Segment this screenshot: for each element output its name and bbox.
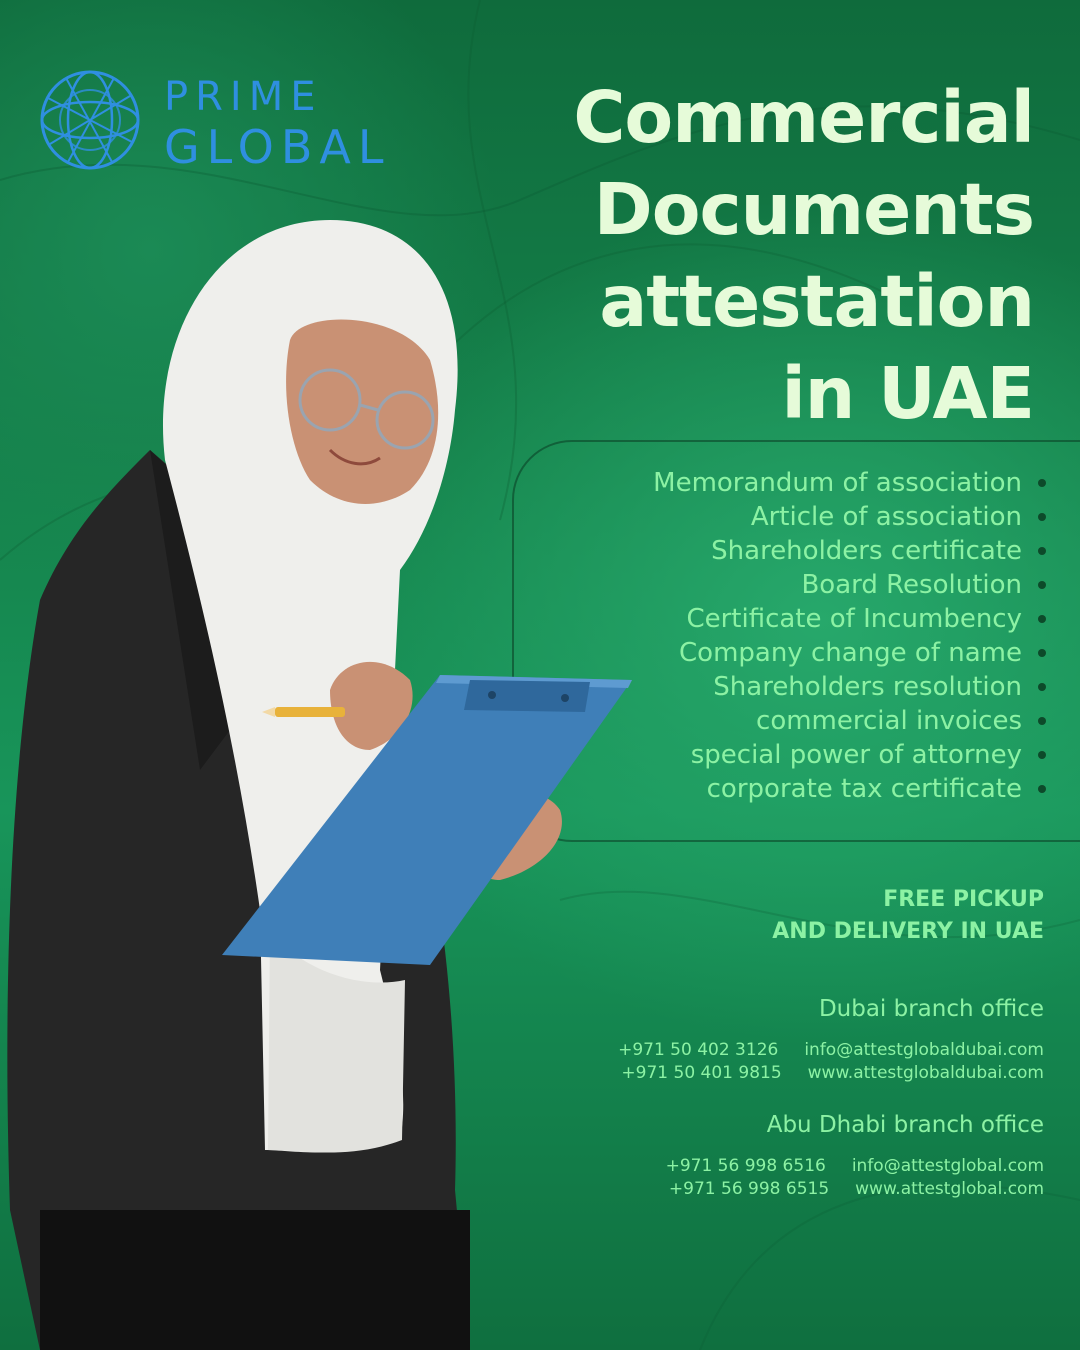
dubai-phone-1[interactable]: +971 50 402 3126 bbox=[618, 1040, 779, 1060]
headline-line-3: attestation bbox=[599, 260, 1034, 343]
bullet-icon bbox=[1038, 615, 1046, 623]
abudhabi-contact-row-1 bbox=[666, 1156, 1044, 1176]
dubai-email[interactable]: info@attestglobaldubai.com bbox=[804, 1040, 1044, 1060]
document-item-label: Memorandum of association bbox=[653, 468, 1022, 498]
document-item-label: special power of attorney bbox=[690, 740, 1022, 770]
bullet-icon bbox=[1038, 547, 1046, 555]
bullet-icon bbox=[1038, 513, 1046, 521]
pickup-line-1: FREE PICKUP bbox=[883, 887, 1044, 912]
bullet-icon bbox=[1038, 717, 1046, 725]
document-list bbox=[653, 466, 1046, 806]
headline-line-4: in UAE bbox=[781, 352, 1034, 435]
list-item bbox=[653, 704, 1046, 738]
abudhabi-phone-1[interactable]: +971 56 998 6516 bbox=[665, 1156, 826, 1176]
bullet-icon bbox=[1038, 751, 1046, 759]
pickup-line-2: AND DELIVERY IN UAE bbox=[772, 919, 1044, 944]
list-item bbox=[653, 602, 1046, 636]
document-item-label: corporate tax certificate bbox=[706, 774, 1022, 804]
woman-with-clipboard-illustration bbox=[0, 210, 640, 1350]
pickup-notice bbox=[772, 884, 1044, 948]
list-item bbox=[653, 568, 1046, 602]
list-item bbox=[653, 636, 1046, 670]
document-item-label: Certificate of Incumbency bbox=[686, 604, 1022, 634]
abudhabi-phone-2[interactable]: +971 56 998 6515 bbox=[668, 1179, 830, 1199]
list-item bbox=[653, 500, 1046, 534]
dubai-contact-row-2 bbox=[621, 1063, 1044, 1083]
dubai-website[interactable]: www.attestglobaldubai.com bbox=[807, 1063, 1044, 1083]
abudhabi-email[interactable]: info@attestglobal.com bbox=[851, 1156, 1044, 1176]
list-item bbox=[653, 772, 1046, 806]
list-item bbox=[653, 738, 1046, 772]
document-item-label: Company change of name bbox=[679, 638, 1022, 668]
document-item-label: Shareholders certificate bbox=[711, 536, 1022, 566]
bullet-icon bbox=[1038, 785, 1046, 793]
headline-line-2: Documents bbox=[593, 168, 1034, 251]
abudhabi-website[interactable]: www.attestglobal.com bbox=[855, 1179, 1044, 1199]
list-item bbox=[653, 466, 1046, 500]
bullet-icon bbox=[1038, 683, 1046, 691]
globe-icon bbox=[36, 66, 144, 174]
abudhabi-office-title: Abu Dhabi branch office bbox=[766, 1112, 1044, 1138]
brand-line2: GLOBAL bbox=[164, 120, 391, 174]
brand-line1: PRIME bbox=[164, 74, 323, 120]
bullet-icon bbox=[1038, 581, 1046, 589]
document-item-label: commercial invoices bbox=[756, 706, 1022, 736]
dubai-phone-2[interactable]: +971 50 401 9815 bbox=[621, 1063, 782, 1083]
document-item-label: Article of association bbox=[750, 502, 1022, 532]
headline-line-1: Commercial bbox=[573, 76, 1034, 159]
bullet-icon bbox=[1038, 649, 1046, 657]
brand-logo bbox=[36, 66, 416, 176]
dubai-contact-row-1 bbox=[618, 1040, 1044, 1060]
bullet-icon bbox=[1038, 479, 1046, 487]
list-item bbox=[653, 534, 1046, 568]
dubai-office-title: Dubai branch office bbox=[818, 996, 1044, 1022]
list-item bbox=[653, 670, 1046, 704]
document-item-label: Board Resolution bbox=[801, 570, 1022, 600]
document-item-label: Shareholders resolution bbox=[713, 672, 1022, 702]
abudhabi-contact-row-2 bbox=[669, 1179, 1044, 1199]
